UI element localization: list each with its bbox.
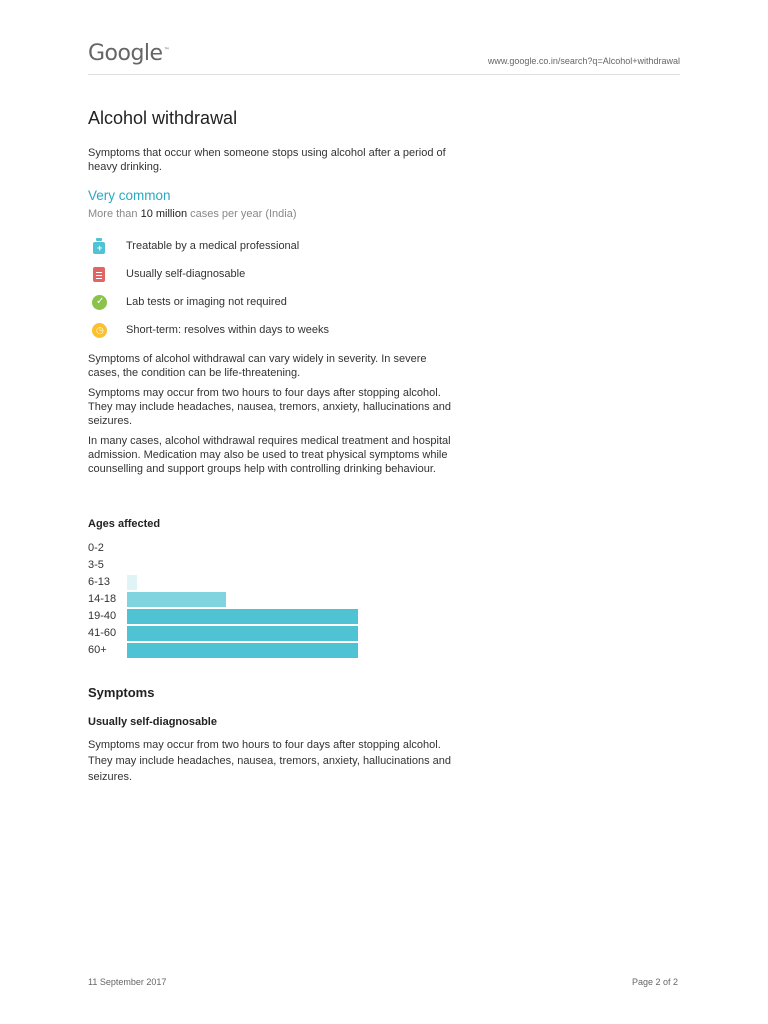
age-row <box>88 540 388 557</box>
age-label: 60+ <box>88 644 107 656</box>
age-bar <box>127 575 137 590</box>
clipboard-icon <box>92 266 106 282</box>
age-label: 0-2 <box>88 542 104 554</box>
footer-page-number: Page 2 of 2 <box>631 977 678 987</box>
fact-text: Lab tests or imaging not required <box>126 296 287 308</box>
fact-list <box>88 236 468 348</box>
description-paragraph: In many cases, alcohol withdrawal requires medical treatment and hospital admission. Medication may also be used to treat physical symptoms while counselling and support groups help with controlling drinking behaviour. <box>88 435 451 475</box>
fact-text: Short-term: resolves within days to weeks <box>126 324 329 336</box>
age-label: 14-18 <box>88 593 117 605</box>
age-bar <box>127 643 358 658</box>
age-bar <box>127 592 226 607</box>
age-row <box>88 642 388 659</box>
condition-description: Symptoms that occur when someone stops using alcohol after a period of heavy drinking. <box>88 147 446 173</box>
page-url: www.google.co.in/search?q=Alcohol+withdrawal <box>487 56 680 66</box>
lab-check-icon: ✓ <box>92 294 106 310</box>
age-label: 6-13 <box>88 576 111 588</box>
ages-chart <box>88 540 388 659</box>
case-count: 10 million <box>140 208 188 220</box>
symptoms-heading: Symptoms <box>88 685 155 700</box>
age-row <box>88 557 388 574</box>
age-label: 41-60 <box>88 627 117 639</box>
medicine-bottle-icon: + <box>92 238 106 254</box>
fact-item <box>88 264 468 292</box>
symptoms-subheading: Usually self-diagnosable <box>88 716 217 728</box>
page-header <box>88 40 680 75</box>
description-paragraph: Symptoms may occur from two hours to four days after stopping alcohol. They may include headaches, nausea, tremors, anxiety, hallucinations and seizures. <box>88 387 452 427</box>
age-row <box>88 625 388 642</box>
fact-item <box>88 236 468 264</box>
age-bar <box>127 609 358 624</box>
ages-heading: Ages affected <box>88 518 161 530</box>
google-logo: Google™ <box>88 41 170 66</box>
fact-text: Usually self-diagnosable <box>126 268 246 280</box>
age-row <box>88 574 388 591</box>
fact-item <box>88 292 468 320</box>
frequency-label: Very common <box>88 188 171 203</box>
age-bar <box>127 626 358 641</box>
age-row <box>88 591 388 608</box>
age-label: 3-5 <box>88 559 104 571</box>
clock-icon: ◷ <box>92 322 106 338</box>
fact-item <box>88 320 468 348</box>
symptoms-text: Symptoms may occur from two hours to four days after stopping alcohol. They may include headaches, nausea, tremors, anxiety, hallucinations and seizures. <box>88 739 452 783</box>
age-label: 19-40 <box>88 610 117 622</box>
description-paragraph: Symptoms of alcohol withdrawal can vary widely in severity. In severe cases, the condition can be life-threatening. <box>88 353 427 379</box>
footer-date: 11 September 2017 <box>88 977 167 987</box>
fact-text: Treatable by a medical professional <box>126 240 300 252</box>
page-title: Alcohol withdrawal <box>88 108 238 128</box>
age-row <box>88 608 388 625</box>
frequency-detail: More than 10 million cases per year (India) <box>88 208 297 220</box>
